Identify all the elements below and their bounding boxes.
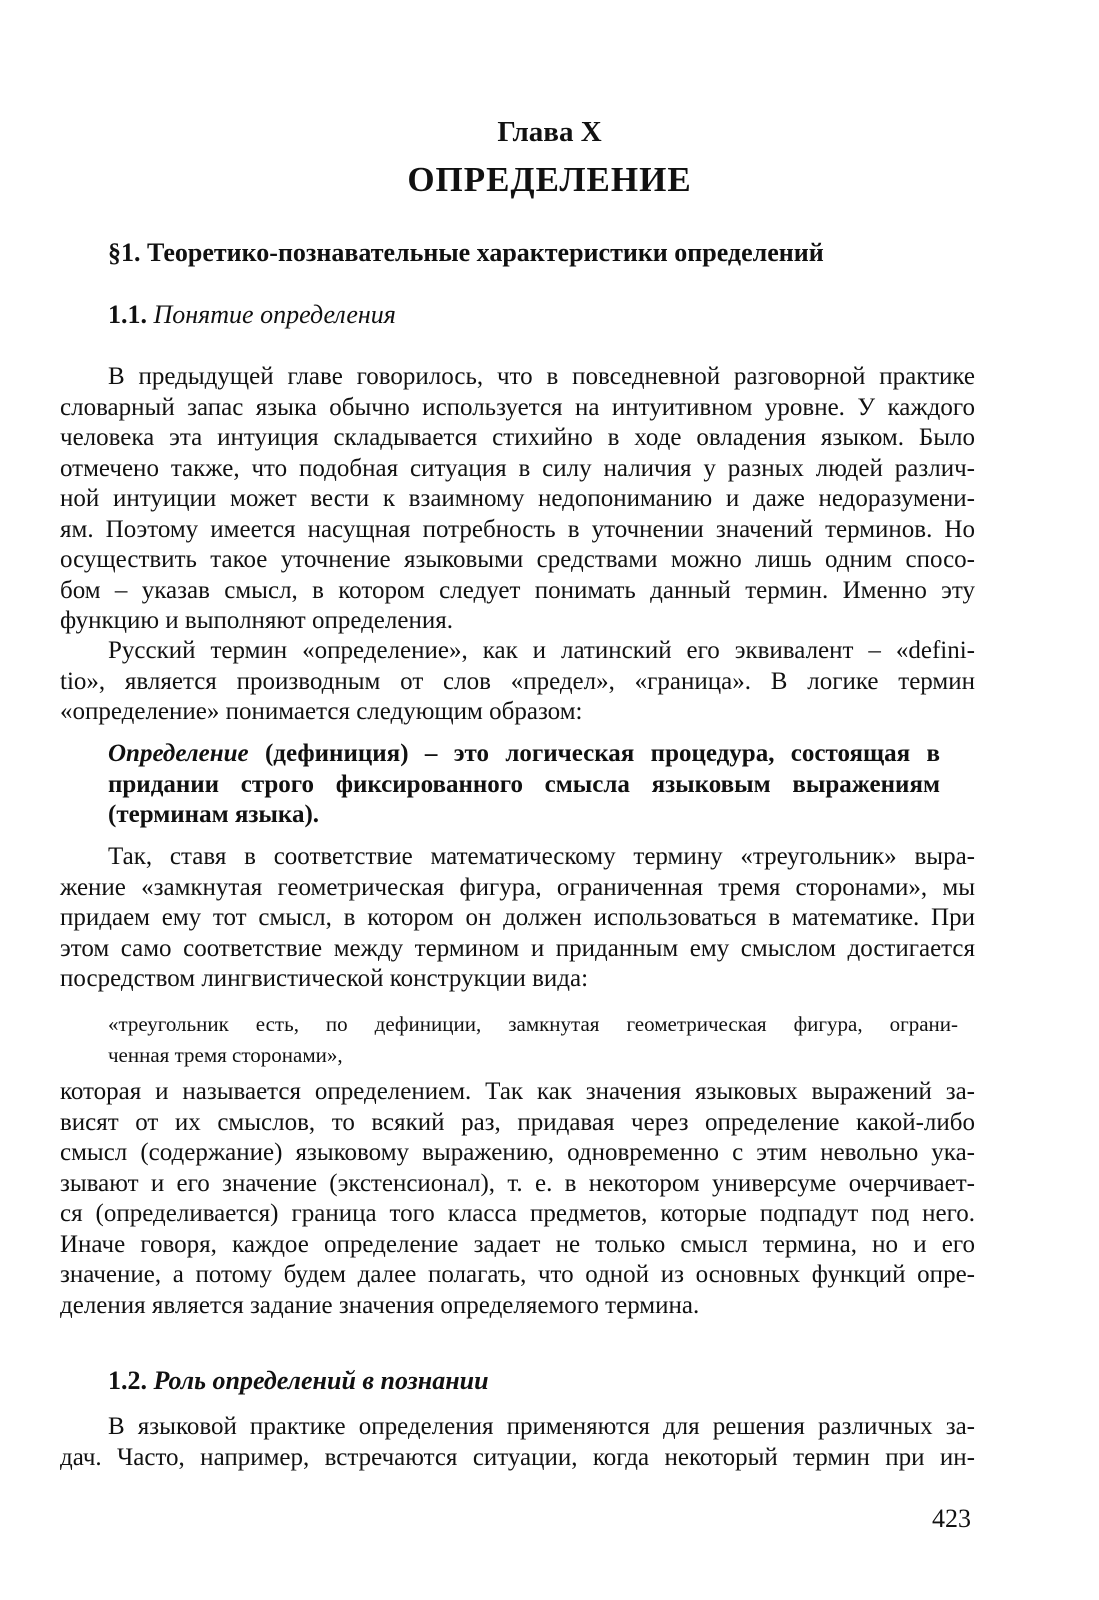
text-line: Русский термин «определение», как и латинский его эквивалент – «defini- bbox=[108, 637, 975, 664]
chapter-label: Глава X bbox=[497, 116, 602, 148]
text-line: ям. Поэтому имеется насущная потребность в уточнении значений терминов. Но bbox=[60, 515, 975, 543]
definition-term: Определение bbox=[108, 740, 249, 767]
text-line: смысл (содержание) языковому выражению, одновременно с этим невольно ука- bbox=[60, 1139, 975, 1166]
section-title: §1. Теоретико-познавательные характеристики определений bbox=[108, 238, 824, 267]
paragraph-4 bbox=[60, 1077, 975, 1321]
paragraph-3 bbox=[60, 842, 975, 995]
quote-line: ченная тремя сторонами», bbox=[108, 1042, 343, 1067]
text-line: ся (определивается) граница того класса предметов, которые подпадут под него. bbox=[60, 1200, 975, 1227]
subsection-title: Понятие определения bbox=[153, 300, 396, 329]
text-line: словарный запас языка обычно используется на интуитивном уровне. У каждого bbox=[60, 393, 975, 421]
text-line: отмечено также, что подобная ситуация в силу наличия у разных людей различ- bbox=[60, 454, 975, 482]
subsection-heading-1-1 bbox=[108, 300, 396, 330]
text-line: tio», является производным от слов «предел», «граница». В логике термин bbox=[60, 667, 975, 695]
definition-line: (терминам языка). bbox=[108, 801, 320, 828]
paragraph-2 bbox=[60, 636, 975, 728]
text-line: осуществить такое уточнение языковыми средствами можно лишь одним спосо- bbox=[60, 546, 975, 573]
page-number: 423 bbox=[932, 1504, 971, 1533]
text-line: этом само соответствие между термином и приданным ему смыслом достигается bbox=[60, 934, 975, 962]
text-line: В языковой практике определения применяются для решения различных за- bbox=[108, 1413, 975, 1440]
text-line: функцию и выполняют определения. bbox=[60, 607, 453, 634]
text-line: человека эта интуиция складывается стихийно в ходе овладения языком. Было bbox=[60, 424, 975, 451]
text-line: жение «замкнутая геометрическая фигура, ограниченная тремя сторонами», мы bbox=[60, 873, 975, 901]
subsection-number: 1.2. bbox=[108, 1366, 147, 1395]
quote-line: «треугольник есть, по дефиниции, замкнутая геометрическая фигура, ограни- bbox=[108, 1012, 958, 1036]
text-line: посредством лингвистической конструкции вида: bbox=[60, 965, 589, 992]
text-line: деления является задание значения определяемого термина. bbox=[60, 1291, 700, 1319]
text-line: Иначе говоря, каждое определение задает не только смысл термина, но и его bbox=[60, 1230, 975, 1258]
text-line: придаем ему тот смысл, в котором он должен использоваться в математике. При bbox=[60, 904, 975, 931]
paragraph-5 bbox=[60, 1412, 975, 1473]
example-quote bbox=[108, 1010, 958, 1071]
subsection-heading-1-2 bbox=[108, 1366, 489, 1396]
definition-block bbox=[108, 738, 940, 830]
text-line: висят от их смыслов, то всякий раз, придавая через определение какой-либо bbox=[60, 1108, 975, 1136]
text-line: дач. Часто, например, встречаются ситуации, когда некоторый термин при ин- bbox=[60, 1443, 975, 1471]
text-line: «определение» понимается следующим образом: bbox=[60, 698, 583, 725]
text-line: Так, ставя в соответствие математическому термину «треугольник» выра- bbox=[108, 843, 975, 870]
subsection-title: Роль определений в познании bbox=[153, 1366, 489, 1395]
text-line: которая и называется определением. Так как значения языковых выражений за- bbox=[60, 1078, 975, 1105]
definition-line: придании строго фиксированного смысла языковым выражениям bbox=[108, 770, 940, 798]
definition-text: (дефиниция) – это логическая процедура, состоящая в bbox=[248, 740, 940, 767]
paragraph-1 bbox=[60, 362, 975, 637]
text-line: бом – указав смысл, в котором следует понимать данный термин. Именно эту bbox=[60, 576, 975, 604]
subsection-number: 1.1. bbox=[108, 300, 147, 329]
text-line: В предыдущей главе говорилось, что в повседневной разговорной практике bbox=[108, 363, 975, 390]
chapter-title: ОПРЕДЕЛЕНИЕ bbox=[407, 160, 692, 199]
text-line: значение, а потому будем далее полагать, что одной из основных функций опре- bbox=[60, 1261, 975, 1288]
text-line: зывают и его значение (экстенсионал), т. е. в некотором универсуме очерчивает- bbox=[60, 1169, 975, 1197]
text-line: ной интуиции может вести к взаимному недопониманию и даже недоразумени- bbox=[60, 485, 975, 512]
definition-line bbox=[108, 738, 940, 769]
